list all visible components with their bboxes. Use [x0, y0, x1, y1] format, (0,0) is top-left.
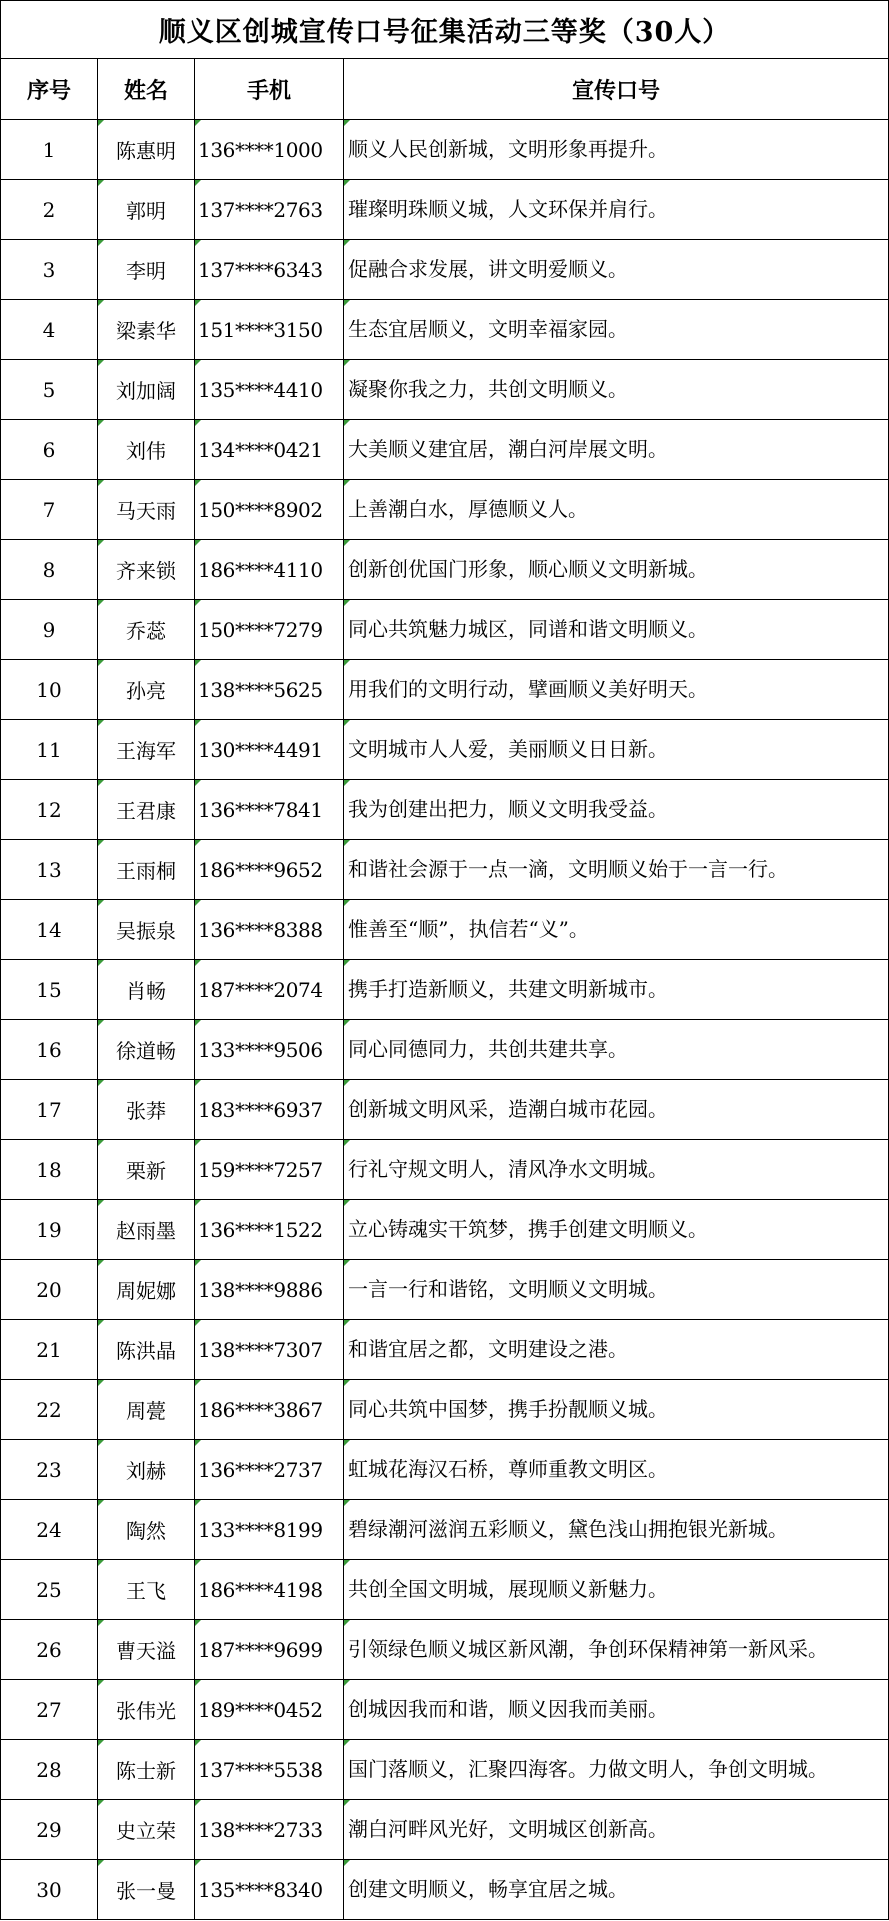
cell-slogan: 创城因我而和谐，顺义因我而美丽。 — [344, 1680, 889, 1740]
cell-slogan: 创建文明顺义，畅享宜居之城。 — [344, 1860, 889, 1920]
cell-name: 孙亮 — [98, 660, 195, 720]
header-slogan: 宣传口号 — [344, 59, 889, 120]
cell-phone: 133****9506 — [195, 1020, 344, 1080]
cell-seq: 15 — [1, 960, 98, 1020]
table-row — [1, 840, 889, 900]
table-row — [1, 1440, 889, 1500]
cell-name: 赵雨墨 — [98, 1200, 195, 1260]
table-row — [1, 900, 889, 960]
table-row — [1, 420, 889, 480]
cell-phone: 189****0452 — [195, 1680, 344, 1740]
cell-phone: 130****4491 — [195, 720, 344, 780]
table-row — [1, 1200, 889, 1260]
cell-slogan: 一言一行和谐铭，文明顺义文明城。 — [344, 1260, 889, 1320]
cell-slogan: 创新城文明风采，造潮白城市花园。 — [344, 1080, 889, 1140]
cell-slogan: 和谐社会源于一点一滴，文明顺义始于一言一行。 — [344, 840, 889, 900]
cell-phone: 186****9652 — [195, 840, 344, 900]
cell-name: 王雨桐 — [98, 840, 195, 900]
cell-seq: 22 — [1, 1380, 98, 1440]
cell-phone: 137****2763 — [195, 180, 344, 240]
cell-slogan: 引领绿色顺义城区新风潮，争创环保精神第一新风采。 — [344, 1620, 889, 1680]
header-name: 姓名 — [98, 59, 195, 120]
cell-name: 王海军 — [98, 720, 195, 780]
cell-phone: 134****0421 — [195, 420, 344, 480]
cell-phone: 138****9886 — [195, 1260, 344, 1320]
table-row — [1, 1680, 889, 1740]
table-row — [1, 1260, 889, 1320]
table-row — [1, 1140, 889, 1200]
cell-slogan: 碧绿潮河滋润五彩顺义，黛色浅山拥抱银光新城。 — [344, 1500, 889, 1560]
cell-name: 张莽 — [98, 1080, 195, 1140]
cell-slogan: 共创全国文明城，展现顺义新魅力。 — [344, 1560, 889, 1620]
cell-phone: 135****4410 — [195, 360, 344, 420]
cell-phone: 136****8388 — [195, 900, 344, 960]
table-row — [1, 480, 889, 540]
cell-seq: 12 — [1, 780, 98, 840]
cell-seq: 14 — [1, 900, 98, 960]
cell-name: 肖畅 — [98, 960, 195, 1020]
table-row — [1, 180, 889, 240]
cell-phone: 151****3150 — [195, 300, 344, 360]
cell-name: 齐来锁 — [98, 540, 195, 600]
cell-seq: 28 — [1, 1740, 98, 1800]
cell-phone: 150****8902 — [195, 480, 344, 540]
cell-phone: 186****4198 — [195, 1560, 344, 1620]
table-row — [1, 780, 889, 840]
cell-phone: 136****1000 — [195, 120, 344, 180]
cell-phone: 159****7257 — [195, 1140, 344, 1200]
cell-phone: 186****3867 — [195, 1380, 344, 1440]
cell-phone: 183****6937 — [195, 1080, 344, 1140]
header-phone: 手机 — [195, 59, 344, 120]
cell-phone: 136****1522 — [195, 1200, 344, 1260]
cell-name: 梁素华 — [98, 300, 195, 360]
cell-phone: 137****6343 — [195, 240, 344, 300]
cell-phone: 138****2733 — [195, 1800, 344, 1860]
cell-seq: 2 — [1, 180, 98, 240]
cell-slogan: 顺义人民创新城，文明形象再提升。 — [344, 120, 889, 180]
cell-name: 周甍 — [98, 1380, 195, 1440]
cell-name: 李明 — [98, 240, 195, 300]
table-row — [1, 1620, 889, 1680]
cell-seq: 29 — [1, 1800, 98, 1860]
table-row — [1, 1380, 889, 1440]
cell-slogan: 上善潮白水，厚德顺义人。 — [344, 480, 889, 540]
table-row — [1, 1500, 889, 1560]
cell-seq: 13 — [1, 840, 98, 900]
cell-seq: 27 — [1, 1680, 98, 1740]
cell-slogan: 惟善至“顺”，执信若“义”。 — [344, 900, 889, 960]
cell-seq: 8 — [1, 540, 98, 600]
cell-slogan: 虹城花海汉石桥，尊师重教文明区。 — [344, 1440, 889, 1500]
cell-name: 刘加阔 — [98, 360, 195, 420]
cell-name: 张一曼 — [98, 1860, 195, 1920]
cell-seq: 30 — [1, 1860, 98, 1920]
cell-slogan: 文明城市人人爱，美丽顺义日日新。 — [344, 720, 889, 780]
table-row — [1, 600, 889, 660]
cell-seq: 16 — [1, 1020, 98, 1080]
cell-seq: 25 — [1, 1560, 98, 1620]
cell-slogan: 凝聚你我之力，共创文明顺义。 — [344, 360, 889, 420]
table-row — [1, 300, 889, 360]
cell-phone: 138****5625 — [195, 660, 344, 720]
cell-name: 曹天溢 — [98, 1620, 195, 1680]
cell-seq: 6 — [1, 420, 98, 480]
cell-slogan: 同心共筑魅力城区，同谱和谐文明顺义。 — [344, 600, 889, 660]
table-row — [1, 240, 889, 300]
cell-phone: 136****7841 — [195, 780, 344, 840]
cell-name: 陈惠明 — [98, 120, 195, 180]
cell-slogan: 携手打造新顺义，共建文明新城市。 — [344, 960, 889, 1020]
header-row — [1, 59, 889, 120]
cell-name: 郭明 — [98, 180, 195, 240]
cell-slogan: 生态宜居顺义，文明幸福家园。 — [344, 300, 889, 360]
cell-slogan: 促融合求发展，讲文明爱顺义。 — [344, 240, 889, 300]
cell-name: 王飞 — [98, 1560, 195, 1620]
cell-name: 栗新 — [98, 1140, 195, 1200]
cell-slogan: 立心铸魂实干筑梦，携手创建文明顺义。 — [344, 1200, 889, 1260]
cell-name: 周妮娜 — [98, 1260, 195, 1320]
cell-phone: 136****2737 — [195, 1440, 344, 1500]
cell-phone: 187****9699 — [195, 1620, 344, 1680]
cell-seq: 3 — [1, 240, 98, 300]
table-row — [1, 1020, 889, 1080]
cell-phone: 187****2074 — [195, 960, 344, 1020]
cell-slogan: 同心共筑中国梦，携手扮靓顺义城。 — [344, 1380, 889, 1440]
cell-name: 史立荣 — [98, 1800, 195, 1860]
cell-slogan: 同心同德同力，共创共建共享。 — [344, 1020, 889, 1080]
cell-seq: 1 — [1, 120, 98, 180]
table-row — [1, 1800, 889, 1860]
cell-name: 张伟光 — [98, 1680, 195, 1740]
table-row — [1, 1320, 889, 1380]
cell-phone: 186****4110 — [195, 540, 344, 600]
cell-seq: 23 — [1, 1440, 98, 1500]
cell-name: 徐道畅 — [98, 1020, 195, 1080]
cell-seq: 24 — [1, 1500, 98, 1560]
table-row — [1, 540, 889, 600]
table-row — [1, 1560, 889, 1620]
cell-name: 陈士新 — [98, 1740, 195, 1800]
cell-slogan: 和谐宜居之都，文明建设之港。 — [344, 1320, 889, 1380]
table-row — [1, 660, 889, 720]
cell-phone: 133****8199 — [195, 1500, 344, 1560]
cell-slogan: 用我们的文明行动，擘画顺义美好明天。 — [344, 660, 889, 720]
cell-name: 陶然 — [98, 1500, 195, 1560]
header-seq: 序号 — [1, 59, 98, 120]
cell-seq: 11 — [1, 720, 98, 780]
cell-seq: 19 — [1, 1200, 98, 1260]
cell-seq: 4 — [1, 300, 98, 360]
table-row — [1, 1080, 889, 1140]
cell-phone: 138****7307 — [195, 1320, 344, 1380]
cell-name: 吴振泉 — [98, 900, 195, 960]
cell-phone: 150****7279 — [195, 600, 344, 660]
cell-name: 陈洪晶 — [98, 1320, 195, 1380]
cell-slogan: 我为创建出把力，顺义文明我受益。 — [344, 780, 889, 840]
cell-name: 刘伟 — [98, 420, 195, 480]
cell-seq: 21 — [1, 1320, 98, 1380]
table-row — [1, 1860, 889, 1920]
cell-phone: 135****8340 — [195, 1860, 344, 1920]
table-row — [1, 960, 889, 1020]
table-row — [1, 360, 889, 420]
cell-slogan: 潮白河畔风光好，文明城区创新高。 — [344, 1800, 889, 1860]
table-body — [1, 120, 889, 1920]
cell-seq: 18 — [1, 1140, 98, 1200]
cell-seq: 7 — [1, 480, 98, 540]
cell-slogan: 创新创优国门形象，顺心顺义文明新城。 — [344, 540, 889, 600]
table-row — [1, 720, 889, 780]
cell-slogan: 行礼守规文明人，清风净水文明城。 — [344, 1140, 889, 1200]
cell-slogan: 璀璨明珠顺义城，人文环保并肩行。 — [344, 180, 889, 240]
cell-name: 刘赫 — [98, 1440, 195, 1500]
cell-name: 马天雨 — [98, 480, 195, 540]
cell-seq: 26 — [1, 1620, 98, 1680]
cell-name: 王君康 — [98, 780, 195, 840]
cell-seq: 9 — [1, 600, 98, 660]
cell-name: 乔蕊 — [98, 600, 195, 660]
cell-seq: 20 — [1, 1260, 98, 1320]
cell-seq: 5 — [1, 360, 98, 420]
cell-slogan: 国门落顺义，汇聚四海客。力做文明人，争创文明城。 — [344, 1740, 889, 1800]
table-title: 顺义区创城宣传口号征集活动三等奖（30人） — [1, 1, 889, 59]
table-row — [1, 1740, 889, 1800]
cell-slogan: 大美顺义建宜居，潮白河岸展文明。 — [344, 420, 889, 480]
table-row — [1, 120, 889, 180]
cell-seq: 10 — [1, 660, 98, 720]
cell-phone: 137****5538 — [195, 1740, 344, 1800]
cell-seq: 17 — [1, 1080, 98, 1140]
